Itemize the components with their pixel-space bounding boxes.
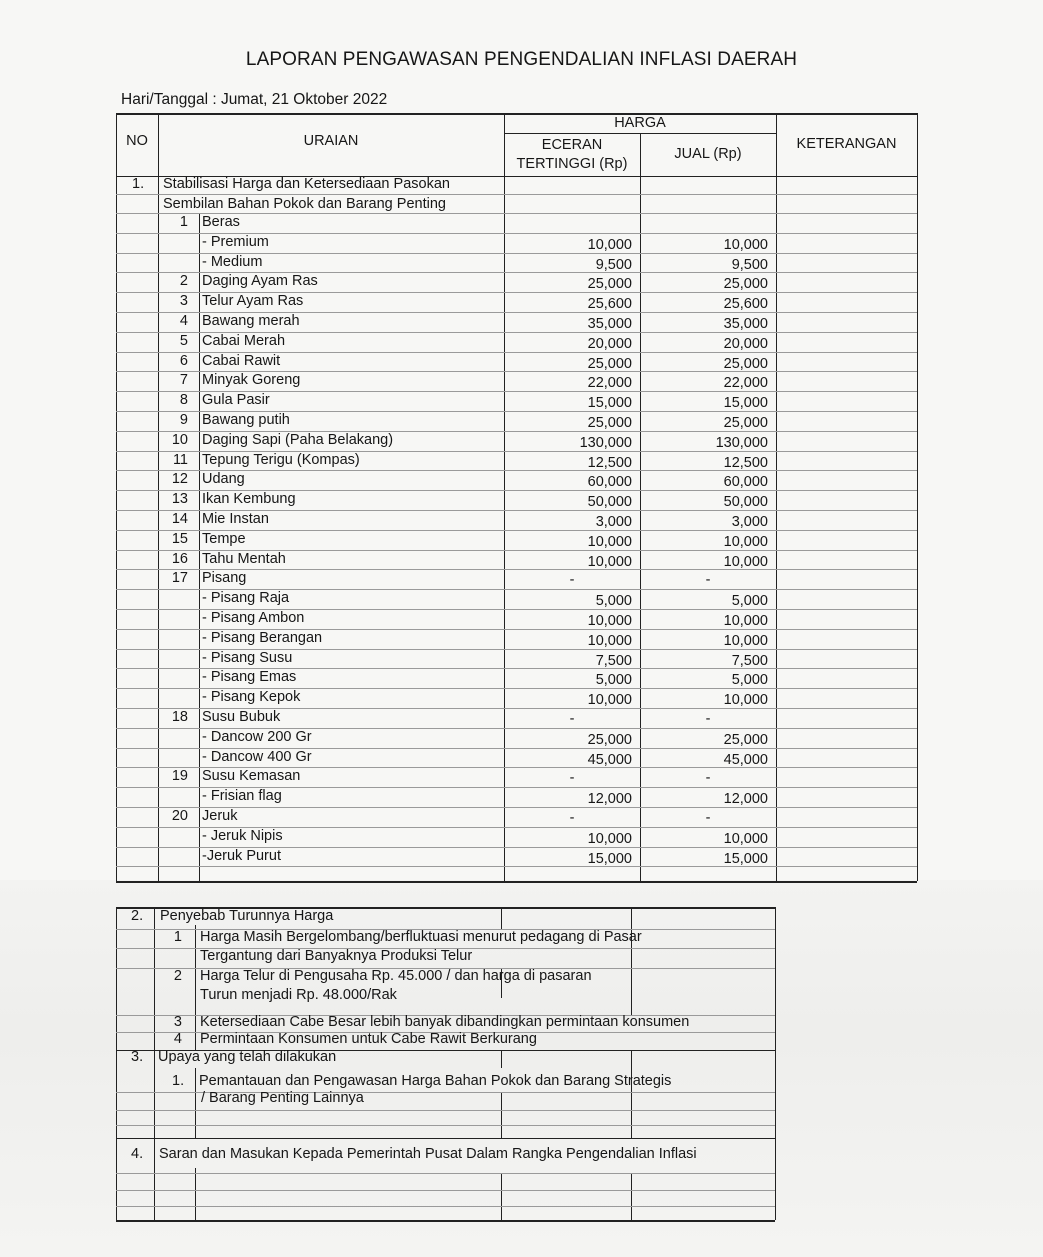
eceran-price: - bbox=[569, 810, 575, 826]
jual-price: - bbox=[705, 770, 711, 787]
cause-number: 3 bbox=[173, 1014, 182, 1030]
col-sep-jual bbox=[776, 113, 777, 881]
table-border-right bbox=[917, 113, 918, 881]
cause-line1: Ketersediaan Cabe Besar lebih banyak dibandingkan permintaan konsumen bbox=[200, 1014, 690, 1030]
notes-col-b bbox=[631, 907, 632, 1015]
item-number: 4 bbox=[179, 313, 188, 329]
section3-number: 3. bbox=[131, 1049, 144, 1065]
header-harga-line bbox=[504, 133, 776, 134]
item-label: Tepung Terigu (Kompas) bbox=[202, 451, 360, 468]
jual-price: 20,000 bbox=[723, 335, 768, 352]
jual-price: 3,000 bbox=[731, 514, 768, 530]
item-label: Cabai Rawit bbox=[202, 352, 281, 369]
section3-item-line1: Pemantauan dan Pengawasan Harga Bahan Pokok dan Barang Strategis bbox=[199, 1073, 672, 1089]
eceran-price: - bbox=[569, 711, 575, 727]
eceran-price: 22,000 bbox=[587, 375, 632, 392]
notes-col-sub-4 bbox=[195, 1168, 196, 1220]
section4-title: Saran dan Masukan Kepada Pemerintah Pusat Dalam Rangka Pengendalian Inflasi bbox=[159, 1146, 697, 1162]
jual-price: 10,000 bbox=[723, 553, 768, 570]
jual-price: 25,000 bbox=[723, 731, 768, 748]
item-label: - Dancow 200 Gr bbox=[202, 728, 312, 745]
jual-price: 10,000 bbox=[723, 632, 768, 649]
item-number: 9 bbox=[179, 412, 188, 428]
section2-number: 2. bbox=[131, 908, 144, 924]
notes-col-a bbox=[501, 907, 502, 929]
eceran-price: 3,000 bbox=[595, 514, 632, 530]
row-line bbox=[116, 1190, 775, 1191]
item-label: -Jeruk Purut bbox=[202, 847, 281, 864]
eceran-price: - bbox=[569, 572, 575, 589]
header-keterangan: KETERANGAN bbox=[796, 136, 897, 152]
item-label: Telur Ayam Ras bbox=[202, 293, 304, 310]
jual-price: 15,000 bbox=[723, 850, 768, 867]
item-label: Minyak Goreng bbox=[202, 372, 301, 389]
item-number: 12 bbox=[171, 471, 188, 488]
row-line bbox=[116, 194, 917, 195]
cause-number: 4 bbox=[173, 1031, 182, 1047]
section4-number: 4. bbox=[131, 1146, 144, 1162]
item-number: 20 bbox=[171, 808, 188, 824]
table-border-bottom bbox=[116, 881, 917, 883]
section3-item-line2: / Barang Penting Lainnya bbox=[201, 1090, 364, 1106]
jual-price: 22,000 bbox=[723, 375, 768, 392]
cause-line1: Harga Masih Bergelombang/berfluktuasi menurut pedagang di Pasar bbox=[200, 929, 642, 945]
jual-price: 60,000 bbox=[723, 474, 768, 491]
notes-col-b bbox=[631, 1173, 632, 1220]
section1-title-line1: Stabilisasi Harga dan Ketersediaan Pasokan bbox=[163, 176, 450, 192]
eceran-price: 7,500 bbox=[595, 652, 632, 669]
item-number: 10 bbox=[171, 431, 188, 448]
item-label: Mie Instan bbox=[202, 511, 269, 527]
item-label: - Dancow 400 Gr bbox=[202, 748, 312, 765]
eceran-price: 25,000 bbox=[587, 276, 632, 293]
jual-price: 15,000 bbox=[723, 395, 768, 412]
section3-title: Upaya yang telah dilakukan bbox=[158, 1049, 337, 1065]
notes-col-a bbox=[501, 1050, 502, 1068]
item-label: - Pisang Kepok bbox=[202, 689, 301, 706]
cause-line1: Harga Telur di Pengusaha Rp. 45.000 / dan harga di pasaran bbox=[200, 968, 592, 984]
eceran-price: 12,000 bbox=[587, 791, 632, 808]
eceran-price: 10,000 bbox=[587, 553, 632, 570]
item-label: - Pisang Ambon bbox=[202, 610, 305, 626]
row-line bbox=[116, 1206, 775, 1207]
document-title: LAPORAN PENGAWASAN PENGENDALIAN INFLASI DAERAH bbox=[245, 49, 798, 70]
item-label: Jeruk bbox=[202, 808, 238, 824]
item-number: 13 bbox=[171, 491, 188, 508]
item-label: Susu Kemasan bbox=[202, 768, 301, 785]
jual-price: 35,000 bbox=[723, 316, 768, 332]
eceran-price: 9,500 bbox=[595, 256, 632, 273]
header-jual: JUAL (Rp) bbox=[674, 146, 742, 162]
table-border-left bbox=[116, 113, 117, 881]
item-number: 2 bbox=[179, 273, 188, 290]
item-label: Tahu Mentah bbox=[202, 550, 286, 567]
item-number: 3 bbox=[179, 293, 188, 310]
jual-price: 25,000 bbox=[723, 355, 768, 372]
jual-price: - bbox=[705, 572, 711, 589]
row-line bbox=[116, 1110, 775, 1111]
eceran-price: 25,000 bbox=[587, 355, 632, 372]
notes-border-bottom bbox=[116, 1220, 775, 1222]
jual-price: 12,500 bbox=[723, 454, 768, 471]
item-label: - Medium bbox=[202, 253, 263, 270]
item-label: Ikan Kembung bbox=[202, 491, 296, 508]
item-number: 1 bbox=[179, 214, 188, 230]
item-label: Susu Bubuk bbox=[202, 709, 281, 725]
jual-price: 9,500 bbox=[731, 256, 768, 273]
section1-number: 1. bbox=[132, 176, 145, 192]
jual-price: 5,000 bbox=[731, 593, 768, 610]
item-label: - Pisang Susu bbox=[202, 649, 293, 666]
eceran-price: 25,000 bbox=[587, 731, 632, 748]
jual-price: 130,000 bbox=[715, 434, 768, 451]
jual-price: 7,500 bbox=[731, 652, 768, 669]
jual-price: 25,600 bbox=[723, 296, 768, 313]
col-sep-subnum bbox=[199, 213, 200, 881]
item-number: 8 bbox=[179, 392, 188, 409]
jual-price: 10,000 bbox=[723, 533, 768, 550]
item-label: - Premium bbox=[202, 233, 269, 250]
row-line bbox=[116, 866, 917, 867]
notes-col-a bbox=[501, 1173, 502, 1220]
item-number: 11 bbox=[172, 451, 188, 468]
jual-price: 45,000 bbox=[723, 751, 768, 768]
report-date: Hari/Tanggal : Jumat, 21 Oktober 2022 bbox=[121, 91, 388, 108]
eceran-price: 10,000 bbox=[587, 830, 632, 847]
cause-line1: Permintaan Konsumen untuk Cabe Rawit Berkurang bbox=[200, 1031, 537, 1047]
item-label: Bawang merah bbox=[202, 313, 300, 329]
eceran-price: 5,000 bbox=[595, 672, 632, 689]
item-number: 19 bbox=[171, 768, 188, 785]
jual-price: 10,000 bbox=[723, 236, 768, 253]
item-label: Udang bbox=[202, 471, 245, 488]
eceran-price: 50,000 bbox=[587, 494, 632, 511]
header-harga: HARGA bbox=[614, 115, 666, 131]
section1-title-line2: Sembilan Bahan Pokok dan Barang Penting bbox=[163, 196, 446, 212]
eceran-price: 35,000 bbox=[587, 316, 632, 332]
cause-line2: Tergantung dari Banyaknya Produksi Telur bbox=[200, 948, 473, 964]
notes-border-right bbox=[775, 907, 776, 1220]
jual-price: 10,000 bbox=[723, 830, 768, 847]
item-number: 6 bbox=[179, 352, 188, 369]
eceran-price: 20,000 bbox=[587, 335, 632, 352]
item-label: - Pisang Raja bbox=[202, 590, 290, 607]
item-label: Gula Pasir bbox=[202, 392, 270, 409]
cause-line2: Turun menjadi Rp. 48.000/Rak bbox=[200, 987, 397, 1003]
jual-price: - bbox=[705, 711, 711, 727]
eceran-price: 10,000 bbox=[587, 692, 632, 709]
eceran-price: 10,000 bbox=[587, 632, 632, 649]
jual-price: 12,000 bbox=[723, 791, 768, 808]
item-label: - Frisian flag bbox=[202, 788, 282, 805]
section2-title: Penyebab Turunnya Harga bbox=[160, 908, 334, 924]
item-number: 15 bbox=[171, 530, 188, 547]
item-label: Daging Ayam Ras bbox=[202, 273, 318, 290]
header-uraian: URAIAN bbox=[303, 133, 359, 149]
item-label: - Pisang Berangan bbox=[202, 629, 323, 646]
eceran-price: 45,000 bbox=[587, 751, 632, 768]
item-label: Daging Sapi (Paha Belakang) bbox=[202, 431, 394, 448]
item-label: - Jeruk Nipis bbox=[202, 827, 283, 844]
item-number: 18 bbox=[171, 709, 188, 725]
eceran-price: 5,000 bbox=[595, 593, 632, 610]
item-label: Beras bbox=[202, 214, 240, 230]
jual-price: 25,000 bbox=[723, 415, 768, 431]
notes-col-a bbox=[501, 1092, 502, 1138]
jual-price: 25,000 bbox=[723, 276, 768, 293]
eceran-price: 10,000 bbox=[587, 533, 632, 550]
item-label: Tempe bbox=[202, 530, 246, 547]
cause-number: 1 bbox=[173, 929, 182, 945]
item-number: 14 bbox=[171, 511, 188, 527]
notes-col-sub-3 bbox=[195, 1068, 196, 1138]
item-number: 5 bbox=[179, 332, 188, 349]
row-line bbox=[116, 1173, 775, 1174]
jual-price: 10,000 bbox=[723, 692, 768, 709]
header-eceran-1: ECERAN bbox=[541, 137, 603, 153]
eceran-price: 15,000 bbox=[587, 395, 632, 412]
header-no: NO bbox=[126, 133, 148, 149]
jual-price: - bbox=[705, 810, 711, 826]
section4-divider bbox=[116, 1138, 775, 1139]
item-label: Bawang putih bbox=[202, 412, 290, 428]
jual-price: 5,000 bbox=[731, 672, 768, 689]
eceran-price: 10,000 bbox=[587, 613, 632, 629]
item-label: - Pisang Emas bbox=[202, 669, 297, 686]
item-label: Pisang bbox=[202, 570, 247, 587]
eceran-price: 60,000 bbox=[587, 474, 632, 491]
jual-price: 50,000 bbox=[723, 494, 768, 511]
cause-number: 2 bbox=[173, 968, 182, 984]
item-number: 17 bbox=[171, 570, 188, 587]
eceran-price: 15,000 bbox=[587, 850, 632, 867]
row-line bbox=[116, 1125, 775, 1126]
item-number: 16 bbox=[171, 550, 188, 567]
item-number: 7 bbox=[179, 372, 188, 389]
section3-item-number: 1. bbox=[172, 1073, 185, 1089]
jual-price: 10,000 bbox=[723, 613, 768, 629]
header-eceran-2: TERTINGGI (Rp) bbox=[516, 156, 628, 172]
eceran-price: 25,000 bbox=[587, 415, 632, 431]
eceran-price: 10,000 bbox=[587, 236, 632, 253]
eceran-price: 25,600 bbox=[587, 296, 632, 313]
eceran-price: 130,000 bbox=[579, 434, 632, 451]
item-label: Cabai Merah bbox=[202, 332, 286, 349]
eceran-price: - bbox=[569, 770, 575, 787]
eceran-price: 12,500 bbox=[587, 454, 632, 471]
